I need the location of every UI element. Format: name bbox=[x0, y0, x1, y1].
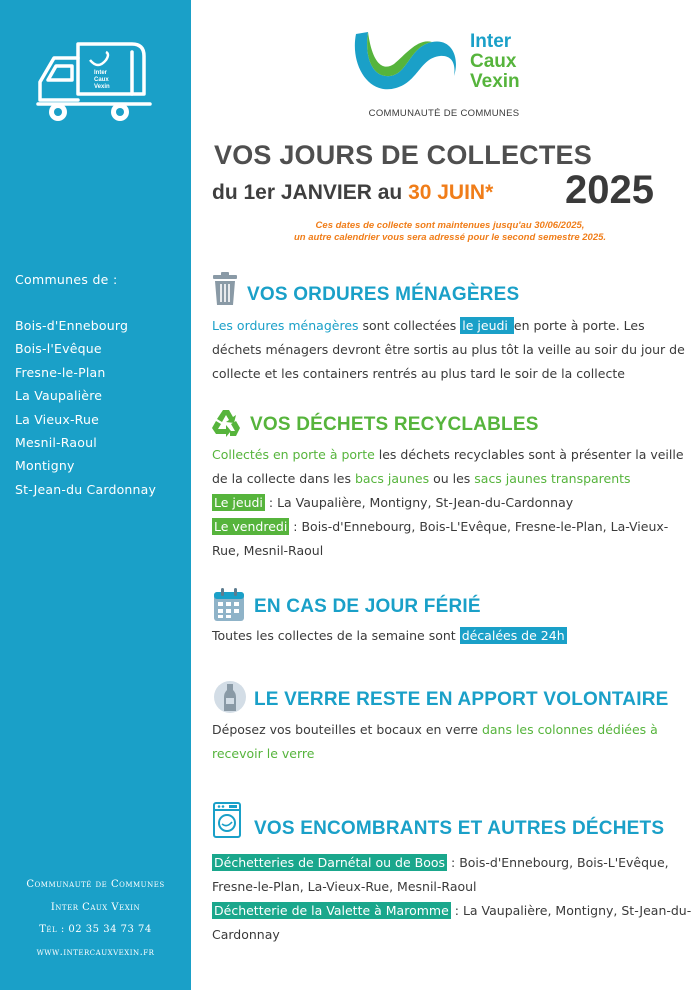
garbage-truck-icon bbox=[34, 38, 152, 124]
section-title-recyclables: VOS DÉCHETS RECYCLABLES bbox=[250, 414, 539, 435]
calendar-icon bbox=[213, 588, 245, 622]
washing-machine-icon bbox=[213, 802, 241, 838]
recyclables-or: ou les bbox=[429, 471, 475, 486]
commune-item: Mesnil-Raoul bbox=[15, 434, 97, 450]
communes-heading: Communes de : bbox=[15, 272, 118, 287]
menageres-subject: Les ordures ménagères bbox=[212, 318, 359, 333]
bottle-icon bbox=[214, 680, 246, 714]
logo-name bbox=[470, 32, 520, 92]
truck-logo-line3: Vexin bbox=[94, 84, 110, 90]
section-title-ferie: EN CAS DE JOUR FÉRIÉ bbox=[254, 596, 481, 617]
subtitle-from: du 1er JANVIER au bbox=[212, 181, 409, 204]
commune-item: La Vaupalière bbox=[15, 388, 103, 404]
recyclables-vendredi-list: : Bois-d'Ennebourg, Bois-L'Evêque, Fresne-le-Plan, La-Vieux-Rue, Mesnil-Raoul bbox=[212, 519, 669, 558]
communes-list bbox=[15, 318, 156, 505]
section-title-encombrants: VOS ENCOMBRANTS ET AUTRES DÉCHETS bbox=[254, 818, 665, 839]
recyclables-jeudi-badge: Le jeudi bbox=[214, 495, 263, 510]
darnetal-boos-badge: Déchetteries de Darnétal ou de Boos bbox=[214, 855, 446, 870]
recyclables-text: les déchets recyclables sont à présenter la veille de la collecte dans les bbox=[212, 447, 684, 486]
page-title: VOS JOURS DE COLLECTES bbox=[214, 140, 592, 170]
section-text-menageres bbox=[212, 314, 692, 386]
valette-badge: Déchetterie de la Valette à Maromme bbox=[214, 903, 449, 918]
commune-item: Fresne-le-Plan bbox=[15, 364, 106, 380]
recyclables-bags: sacs jaunes transparents bbox=[474, 471, 631, 486]
footer-phone: Tél : 02 35 34 73 74 bbox=[39, 924, 152, 935]
section-text-ferie bbox=[212, 624, 692, 648]
footer-name: Inter Caux Vexin bbox=[50, 901, 141, 913]
logo-name-line2: Caux bbox=[470, 51, 517, 72]
page-subtitle bbox=[212, 181, 493, 205]
commune-item: La Vieux-Rue bbox=[15, 411, 100, 427]
section-title-menageres: VOS ORDURES MÉNAGÈRES bbox=[247, 284, 520, 305]
verre-text: Déposez vos bouteilles et bocaux en verre bbox=[212, 722, 482, 737]
sidebar bbox=[0, 0, 191, 990]
footer-org: Communauté de Communes bbox=[26, 879, 165, 890]
subtitle-to: 30 JUIN* bbox=[408, 181, 494, 204]
commune-item: Bois-d'Ennebourg bbox=[15, 318, 129, 333]
section-text-encombrants bbox=[212, 851, 692, 947]
recycle-icon bbox=[210, 408, 242, 440]
section-text-recyclables bbox=[212, 443, 692, 563]
logo-wave-icon bbox=[348, 24, 458, 104]
trash-bin-icon bbox=[211, 272, 239, 306]
recyclables-bins: bacs jaunes bbox=[354, 471, 430, 486]
truck-logo-line2: Caux bbox=[94, 77, 109, 83]
year: 2025 bbox=[565, 168, 654, 212]
darnetal-boos-list: : Bois-d'Ennebourg, Bois-L'Evêque, Fresne-le-Plan, La-Vieux-Rue, Mesnil-Raoul bbox=[212, 855, 669, 894]
logo-name-line1: Inter bbox=[470, 31, 512, 52]
ferie-shift-badge: décalées de 24h bbox=[461, 628, 565, 643]
footer-website[interactable]: www.intercauxvexin.fr bbox=[36, 946, 155, 958]
section-text-verre bbox=[212, 718, 692, 766]
recyclables-vendredi-badge: Le vendredi bbox=[214, 519, 288, 534]
truck-logo-line1: Inter bbox=[94, 70, 108, 76]
intercauxvexin-logo bbox=[348, 24, 538, 122]
menageres-text: sont collectées bbox=[358, 318, 461, 333]
commune-item: St-Jean-du Cardonnay bbox=[15, 481, 157, 497]
logo-name-line3: Vexin bbox=[470, 71, 520, 92]
valette-list: : La Vaupalière, Montigny, St-Jean-du-Cardonnay bbox=[212, 903, 692, 942]
menageres-day-badge: le jeudi bbox=[462, 318, 512, 333]
notice bbox=[200, 220, 700, 244]
section-title-verre: LE VERRE RESTE EN APPORT VOLONTAIRE bbox=[254, 689, 669, 710]
commune-item: Montigny bbox=[15, 458, 75, 474]
logo-subtitle: COMMUNAUTÉ DE COMMUNES bbox=[368, 108, 520, 119]
verre-location: dans les colonnes dédiées à recevoir le verre bbox=[212, 722, 658, 761]
notice-line2: un autre calendrier vous sera adressé pour le second semestre 2025. bbox=[293, 232, 607, 243]
commune-item: Bois-l'Evêque bbox=[15, 341, 102, 357]
recyclables-jeudi-list: : La Vaupalière, Montigny, St-Jean-du-Cardonnay bbox=[264, 495, 574, 510]
ferie-text: Toutes les collectes de la semaine sont bbox=[212, 628, 460, 643]
sidebar-footer bbox=[0, 878, 191, 968]
recyclables-collect-mode: Collectés en porte à porte bbox=[212, 447, 375, 462]
notice-line1: Ces dates de collecte sont maintenues jusqu'au 30/06/2025, bbox=[315, 220, 585, 231]
menageres-details: en porte à porte. Les déchets ménagers devront être sortis au plus tôt la veille au soir du jour de collecte et les containers rentrés au plus tard le soir de la collecte bbox=[212, 318, 685, 381]
